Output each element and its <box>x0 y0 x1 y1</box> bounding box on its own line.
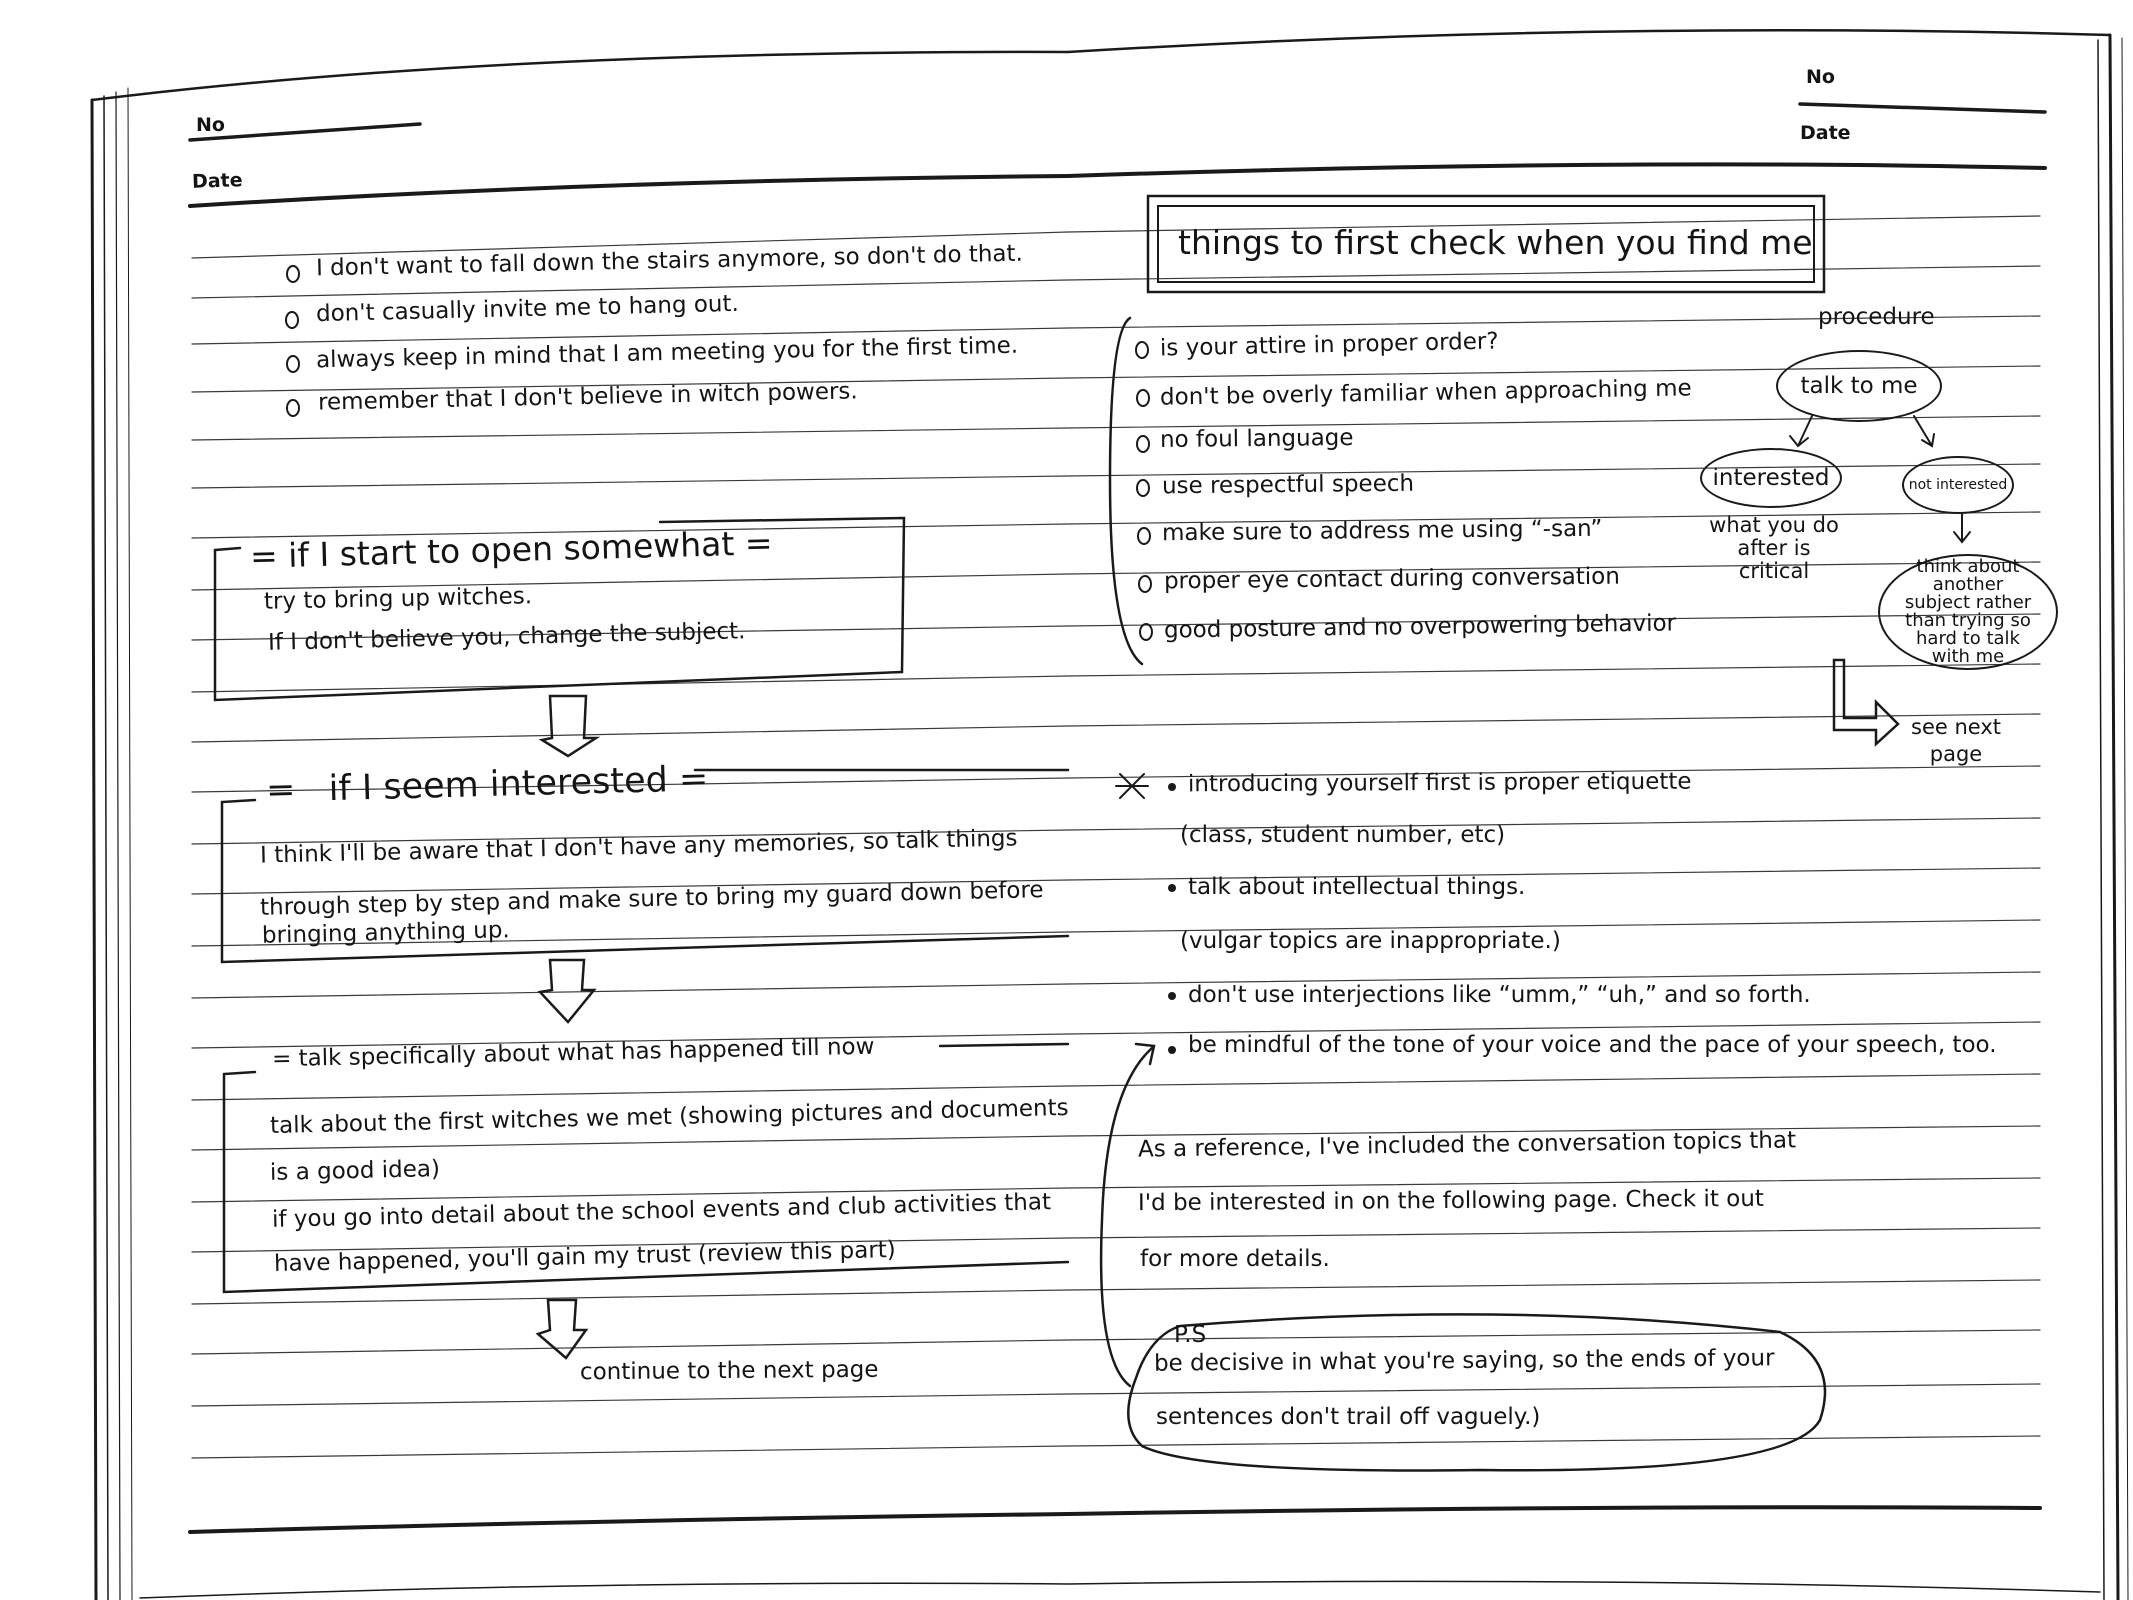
etiquette-sub: (vulgar topics are inappropriate.) <box>1180 928 1561 954</box>
bullet-circle <box>1137 390 1149 406</box>
section-specific-line: if you go into detail about the school events and club activities that <box>271 1189 1052 1233</box>
bullet-dot <box>1168 884 1176 892</box>
checklist-item: is your attire in proper order? <box>1159 328 1499 362</box>
etiquette-item: be mindful of the tone of your voice and the pace of your speech, too. <box>1188 1032 1997 1058</box>
down-arrow-icon <box>540 960 594 1022</box>
procedure-label: procedure <box>1818 304 1935 330</box>
bullet-dot <box>1168 783 1176 791</box>
bullet-circle <box>1137 480 1149 496</box>
bullet-circle <box>287 266 299 282</box>
bullet-dot <box>1168 1046 1176 1054</box>
bullet-circle <box>1137 436 1149 452</box>
bullet-circle <box>1140 624 1152 640</box>
procedure-interested-note: what you do after is critical <box>1709 513 1839 584</box>
section-specific-line: talk about the first witches we met (showing pictures and documents <box>269 1094 1069 1140</box>
rule-item: don't casually invite me to hang out. <box>315 290 740 328</box>
down-arrow-icon <box>538 1300 586 1358</box>
procedure-start-node: talk to me <box>1776 350 1942 422</box>
checklist-item: no foul language <box>1159 424 1354 454</box>
section-open-line: If I don't believe you, change the subject. <box>267 618 746 656</box>
etiquette-item: talk about intellectual things. <box>1188 874 1526 900</box>
right-no-label: No <box>1806 66 1835 88</box>
left-spine-edge <box>92 100 96 1600</box>
left-page-edge <box>92 52 1068 100</box>
right-date-label: Date <box>1800 122 1851 144</box>
rule-item: remember that I don't believe in witch powers. <box>317 378 858 416</box>
section-interested-line: I think I'll be aware that I don't have any memories, so talk things <box>259 825 1018 869</box>
section-interested-line: through step by step and make sure to bring my guard down before <box>259 877 1044 921</box>
right-spine-edge <box>2110 35 2118 1600</box>
checklist-item: don't be overly familiar when approaching me <box>1159 375 1692 411</box>
section-specific-line: have happened, you'll gain my trust (review this part) <box>273 1236 897 1278</box>
continue-note: continue to the next page <box>579 1356 879 1386</box>
etiquette-item: don't use interjections like “umm,” “uh,” and so forth. <box>1188 982 1811 1008</box>
etiquette-sub: (class, student number, etc) <box>1180 822 1506 848</box>
see-next-page-note: see next page <box>1911 715 2001 767</box>
procedure-not-interested-node: not interested <box>1902 456 2014 514</box>
left-date-label: Date <box>191 169 243 193</box>
checklist-item: make sure to address me using “-san” <box>1161 515 1603 547</box>
section-open-line: try to bring up witches. <box>263 583 533 615</box>
checklist-item: proper eye contact during conversation <box>1163 563 1621 595</box>
rule-item: I don't want to fall down the stairs anymore, so don't do that. <box>315 240 1024 282</box>
reference-line: I'd be interested in on the following page. Check it out <box>1137 1185 1764 1217</box>
bullet-circle <box>286 312 298 328</box>
left-no-label: No <box>196 114 225 136</box>
ps-label: P.S <box>1174 1322 1207 1348</box>
ps-line: be decisive in what you're saying, so the ends of your <box>1153 1345 1775 1377</box>
bullet-circle <box>1136 342 1148 358</box>
reference-line: for more details. <box>1140 1246 1330 1272</box>
section-interested-line: bringing anything up. <box>261 917 511 949</box>
rule-item: always keep in mind that I am meeting you for the first time. <box>315 332 1019 374</box>
right-page-edge <box>1068 30 2110 52</box>
checklist-item: good posture and no overpowering behavior <box>1163 610 1677 644</box>
bullet-circle <box>287 400 299 416</box>
section-open-title: = if I start to open somewhat = <box>249 523 773 576</box>
etiquette-item: introducing yourself first is proper etiquette <box>1187 768 1692 798</box>
bullet-circle <box>1139 576 1151 592</box>
checklist-item: use respectful speech <box>1161 470 1415 500</box>
bullet-circle <box>1138 528 1150 544</box>
procedure-interested-node: interested <box>1700 448 1842 508</box>
bent-arrow-icon <box>1834 660 1898 744</box>
procedure-not-interested-note: think about another subject rather than trying so hard to talk with me <box>1878 554 2058 670</box>
section-interested-title: = if I seem interested = <box>265 759 709 811</box>
section-specific-title: = talk specifically about what has happened till now <box>271 1033 875 1073</box>
bullet-dot <box>1168 992 1176 1000</box>
page-title: things to first check when you find me <box>1178 223 1813 262</box>
section-specific-line: is a good idea) <box>269 1156 441 1186</box>
down-arrow-icon <box>542 696 596 756</box>
bullet-circle <box>287 356 299 372</box>
reference-line: As a reference, I've included the conversation topics that <box>1137 1127 1797 1163</box>
ps-line: sentences don't trail off vaguely.) <box>1156 1404 1541 1430</box>
curved-arrow-icon <box>1101 1048 1152 1386</box>
